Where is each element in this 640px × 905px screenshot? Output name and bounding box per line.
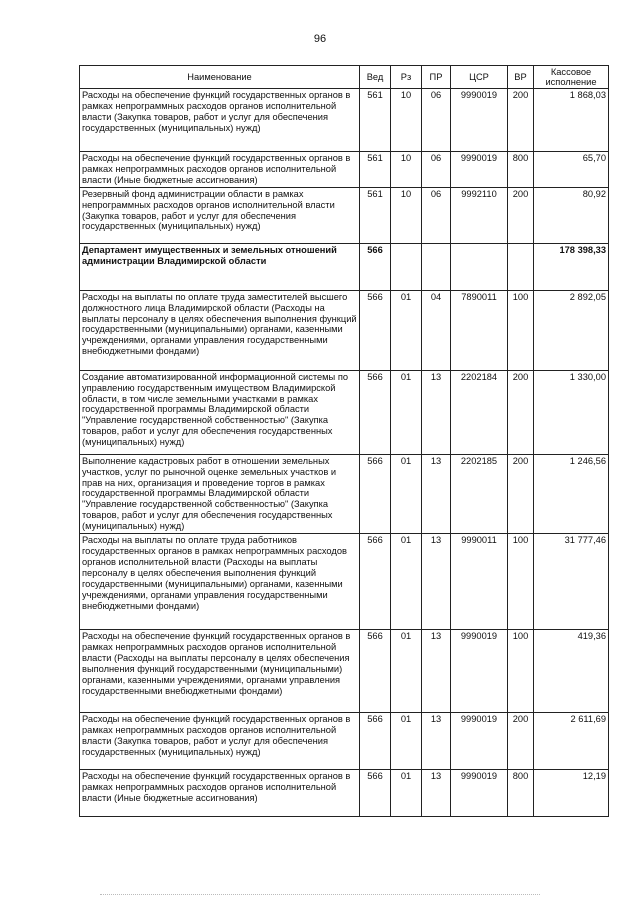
cell-pr: 13 [422,370,451,454]
cell-amount: 2 892,05 [534,290,609,370]
table-header-row [80,66,609,89]
cell-rz: 01 [391,630,422,713]
table-row [80,187,609,243]
cell-name: Расходы на выплаты по оплате труда заместителей высшего должностного лица Владимирской области (Расходы на выплаты персоналу в целях обеспечения выполнения функций государственными (муниципальными) органами, казенными учреждениями, органами управления государственными внебюджетными фондами) [80,290,360,370]
footer-scan-line [100,894,540,895]
cell-amount: 65,70 [534,152,609,188]
cell-name: Расходы на обеспечение функций государственных органов в рамках непрограммных расходов органов исполнительной власти (Иные бюджетные ассигнования) [80,152,360,188]
cell-csr: 9990019 [451,770,508,817]
cell-name: Расходы на обеспечение функций государственных органов в рамках непрограммных расходов органов исполнительной власти (Иные бюджетные ассигнования) [80,770,360,817]
cell-csr: 9990011 [451,534,508,630]
cell-vr [508,243,534,290]
cell-amount: 1 246,56 [534,454,609,533]
header-rz: Рз [391,66,422,89]
cell-vr: 200 [508,713,534,770]
cell-name: Выполнение кадастровых работ в отношении земельных участков, услуг по рыночной оценке земельных участков и прав на них, организация и проведение торгов в рамках государственной программы Владимирской области "Управление государственной собственностью" (Закупка товаров, работ и услуг для обеспечения государственных (муниципальных) нужд) [80,454,360,533]
cell-pr: 06 [422,89,451,152]
table-body [80,89,609,817]
cell-ved: 561 [360,89,391,152]
table-row [80,370,609,454]
cell-rz [391,243,422,290]
cell-ved: 566 [360,370,391,454]
cell-name: Расходы на выплаты по оплате труда работников государственных органов в рамках непрограммных расходов органов исполнительной власти (Расходы на выплаты персоналу в целях обеспечения выполнения функций государственными (муниципальными) органами, казенными учреждениями, органами управления государственными внебюджетными фондами) [80,534,360,630]
cell-pr: 13 [422,454,451,533]
table-row [80,534,609,630]
cell-csr: 9990019 [451,713,508,770]
cell-rz: 01 [391,454,422,533]
cell-name: Расходы на обеспечение функций государственных органов в рамках непрограммных расходов органов исполнительной власти (Закупка товаров, работ и услуг для обеспечения государственных (муниципальных) нужд) [80,89,360,152]
table-row [80,770,609,817]
cell-csr [451,243,508,290]
header-vr: ВР [508,66,534,89]
cell-ved: 566 [360,630,391,713]
cell-csr: 7890011 [451,290,508,370]
cell-ved: 566 [360,290,391,370]
cell-vr: 200 [508,454,534,533]
page-number: 96 [313,33,327,45]
cell-rz: 10 [391,187,422,243]
cell-pr: 13 [422,630,451,713]
cell-csr: 2202185 [451,454,508,533]
header-pr: ПР [422,66,451,89]
cell-ved: 566 [360,534,391,630]
cell-pr: 13 [422,713,451,770]
cell-csr: 9990019 [451,89,508,152]
cell-vr: 200 [508,370,534,454]
header-amount: Кассовое исполнение [534,66,609,89]
cell-rz: 10 [391,89,422,152]
cell-vr: 800 [508,152,534,188]
cell-rz: 01 [391,370,422,454]
cell-amount: 1 330,00 [534,370,609,454]
header-name: Наименование [80,66,360,89]
cell-rz: 01 [391,770,422,817]
header-csr: ЦСР [451,66,508,89]
cell-vr: 100 [508,630,534,713]
cell-pr: 06 [422,187,451,243]
cell-rz: 01 [391,534,422,630]
table-row [80,290,609,370]
cell-vr: 200 [508,89,534,152]
cell-rz: 01 [391,290,422,370]
cell-vr: 200 [508,187,534,243]
table-row [80,152,609,188]
cell-amount: 31 777,46 [534,534,609,630]
cell-amount: 178 398,33 [534,243,609,290]
cell-vr: 100 [508,534,534,630]
cell-name: Резервный фонд администрации области в рамках непрограммных расходов органов исполнительной власти (Закупка товаров, работ и услуг для обеспечения государственных (муниципальных) нужд) [80,187,360,243]
cell-ved: 566 [360,770,391,817]
table-row [80,454,609,533]
cell-csr: 9992110 [451,187,508,243]
cell-rz: 10 [391,152,422,188]
cell-amount: 419,36 [534,630,609,713]
cell-amount: 1 868,03 [534,89,609,152]
table-row-department [80,243,609,290]
cell-rz: 01 [391,713,422,770]
cell-csr: 9990019 [451,152,508,188]
cell-vr: 100 [508,290,534,370]
cell-name: Создание автоматизированной информационной системы по управлению государственным имуществом Владимирской области, в том числе земельными участками в рамках государственной программы Владимирской области "Управление государственной собственностью" (Закупка товаров, работ и услуг для обеспечения государственных (муниципальных) нужд) [80,370,360,454]
cell-pr: 04 [422,290,451,370]
cell-ved: 561 [360,152,391,188]
table-row [80,89,609,152]
cell-pr: 06 [422,152,451,188]
cell-amount: 2 611,69 [534,713,609,770]
table-row [80,630,609,713]
cell-amount: 80,92 [534,187,609,243]
cell-csr: 9990019 [451,630,508,713]
cell-vr: 800 [508,770,534,817]
header-ved: Вед [360,66,391,89]
cell-amount: 12,19 [534,770,609,817]
cell-ved: 566 [360,713,391,770]
cell-pr [422,243,451,290]
cell-name: Расходы на обеспечение функций государственных органов в рамках непрограммных расходов органов исполнительной власти (Расходы на выплаты персоналу в целях обеспечения выполнения функций государственными (муниципальными) органами, казенными учреждениями, органами управления государственными внебюджетными фондами) [80,630,360,713]
cell-ved: 561 [360,187,391,243]
cell-csr: 2202184 [451,370,508,454]
cell-name: Расходы на обеспечение функций государственных органов в рамках непрограммных расходов органов исполнительной власти (Закупка товаров, работ и услуг для обеспечения государственных (муниципальных) нужд) [80,713,360,770]
table-row [80,713,609,770]
cell-name: Департамент имущественных и земельных отношений администрации Владимирской области [80,243,360,290]
cell-pr: 13 [422,770,451,817]
cell-pr: 13 [422,534,451,630]
cell-ved: 566 [360,243,391,290]
cell-ved: 566 [360,454,391,533]
budget-execution-table [79,65,609,817]
